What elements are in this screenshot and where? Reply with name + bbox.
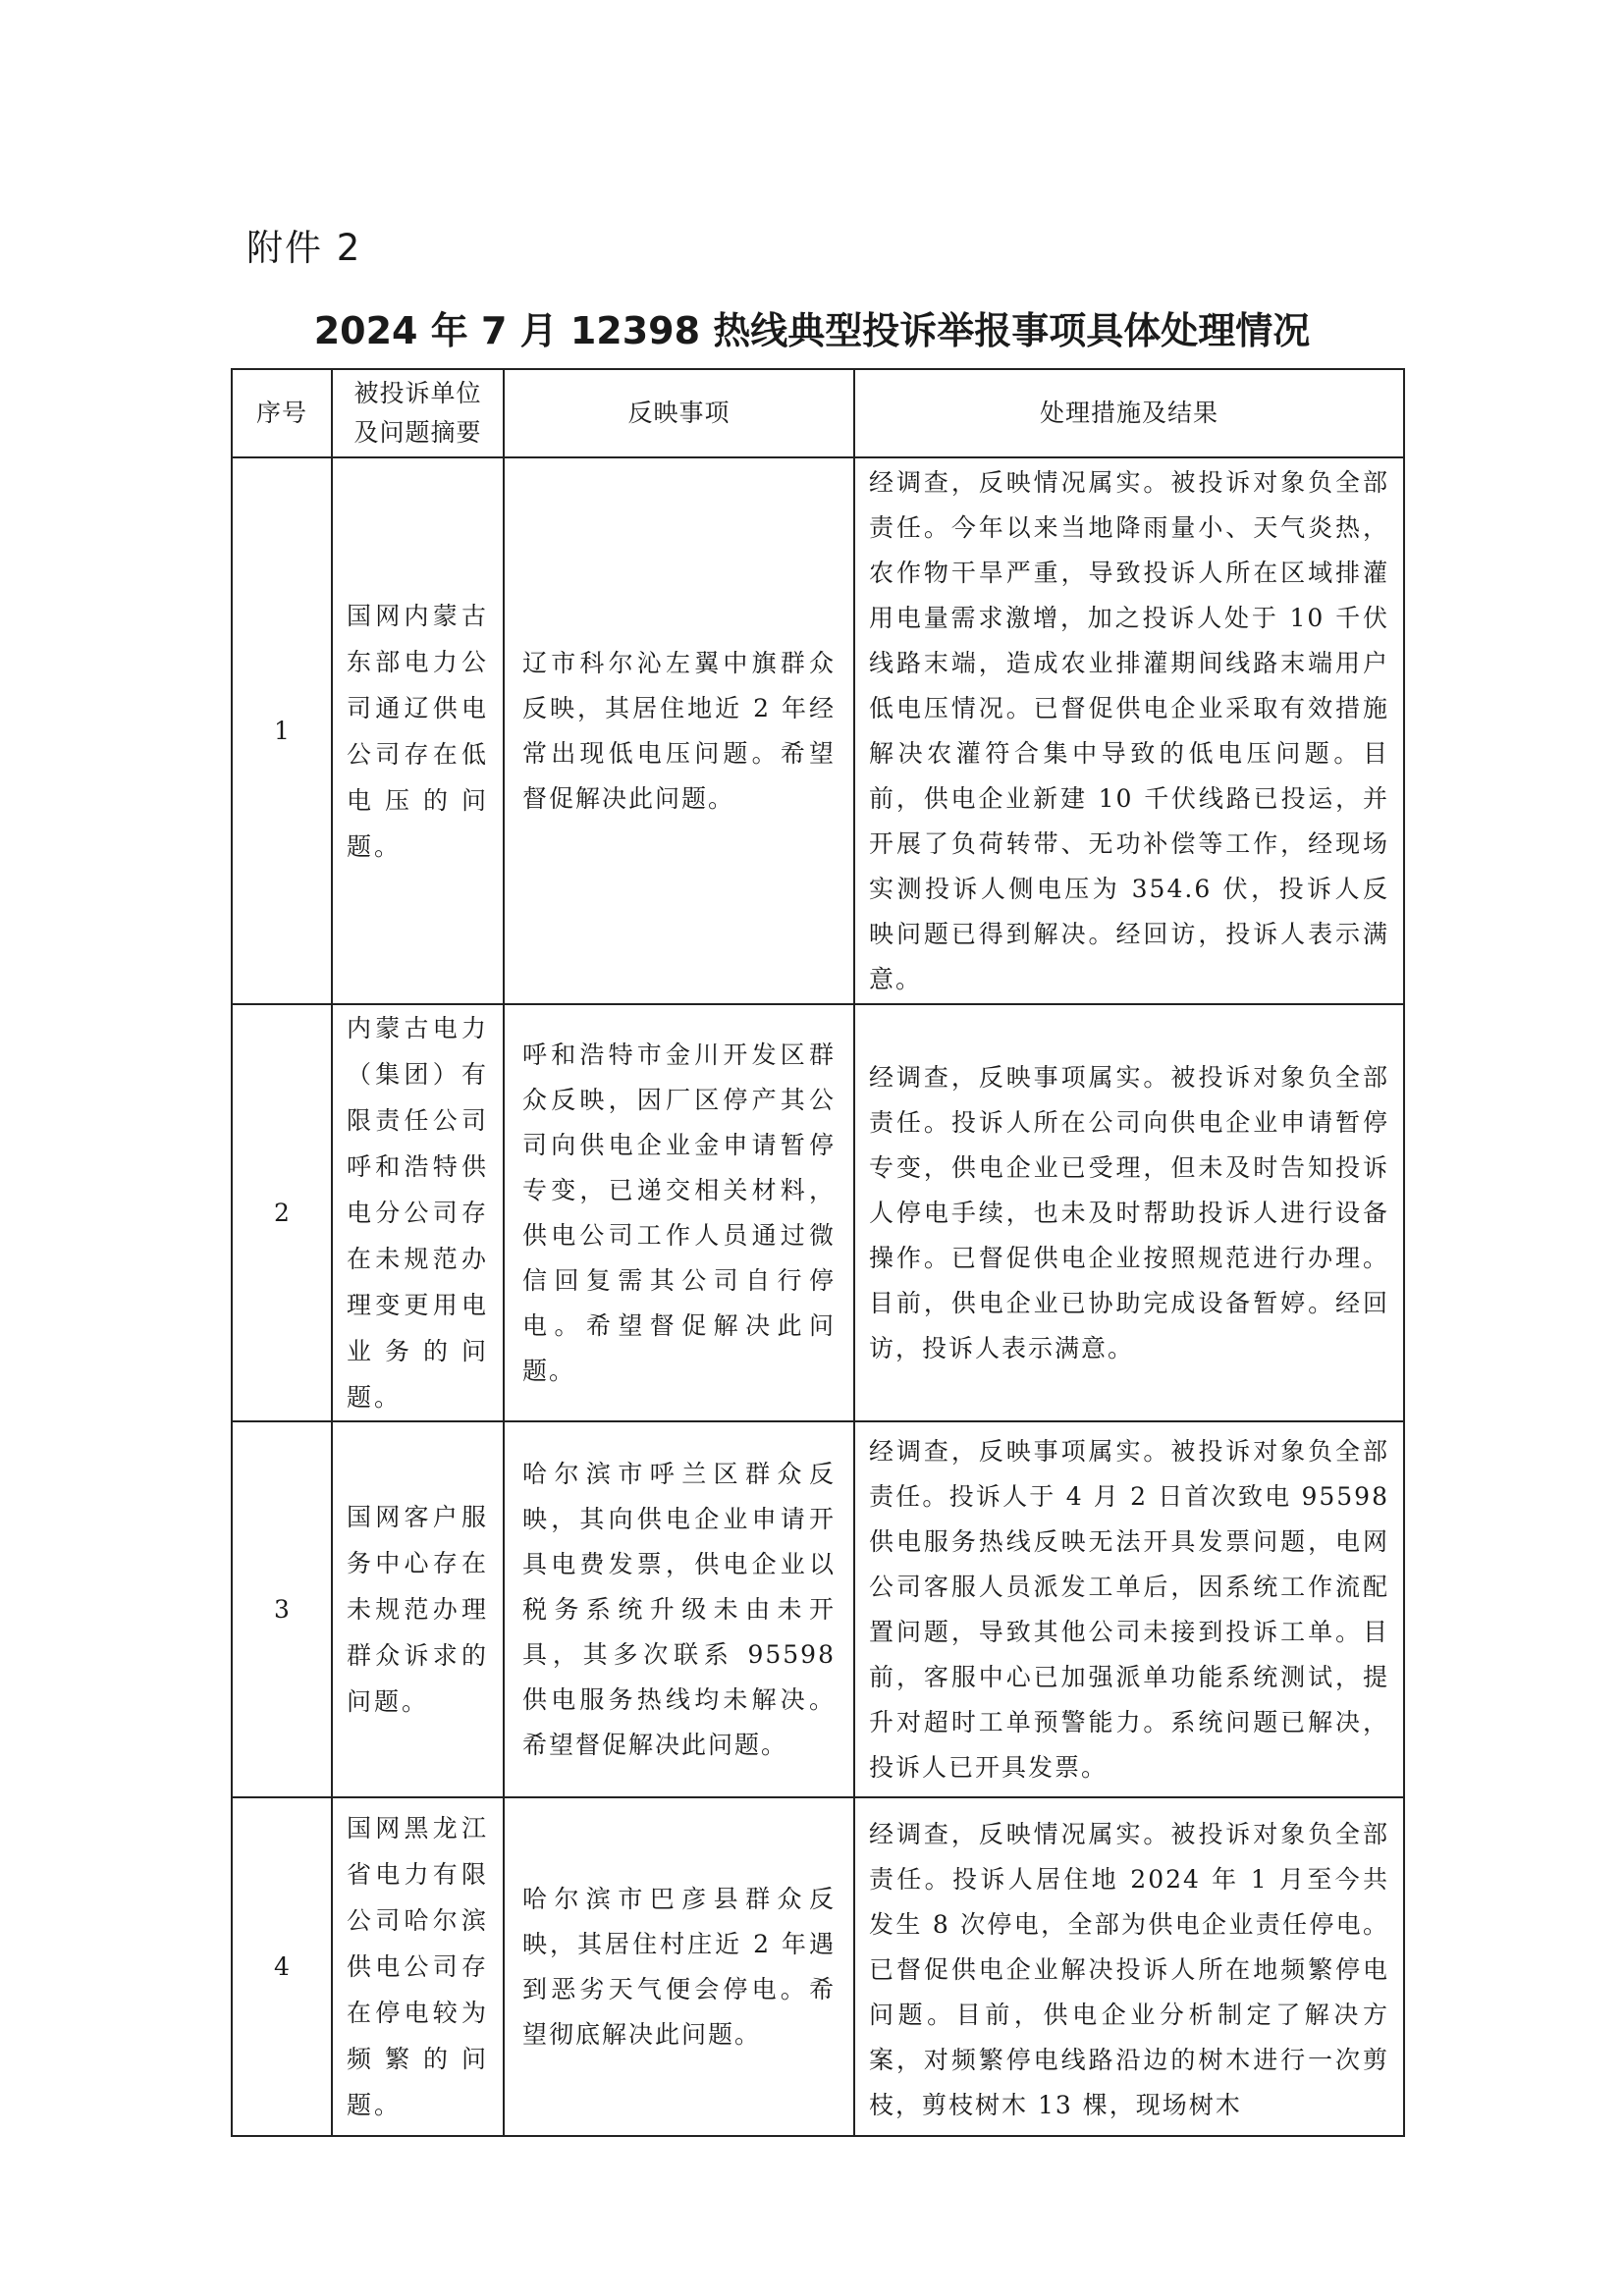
header-issue: 反映事项: [504, 369, 854, 457]
table-row: [232, 457, 1404, 1004]
header-no: 序号: [232, 369, 332, 457]
table-row: [232, 1004, 1404, 1421]
reported-issue: 呼和浩特市金川开发区群众反映，因厂区停产其公司向供电企业金申请暂停专变，已递交相关材料，供电公司工作人员通过微信回复需其公司自行停电。希望督促解决此问题。: [504, 1004, 854, 1421]
reported-issue: 哈尔滨市巴彦县群众反映，其居住村庄近 2 年遇到恶劣天气便会停电。希望彻底解决此问题。: [504, 1797, 854, 2136]
handling-result: 经调查，反映事项属实。被投诉对象负全部责任。投诉人于 4 月 2 日首次致电 95598 供电服务热线反映无法开具发票问题，电网公司客服人员派发工单后，因系统工作流配置问题，导致其他公司未接到投诉工单。目前，客服中心已加强派单功能系统测试，提升对超时工单预警能力。系统问题已解决，投诉人已开具发票。: [854, 1421, 1404, 1797]
header-result: 处理措施及结果: [854, 369, 1404, 457]
attachment-label: 附件 2: [246, 227, 362, 269]
reported-issue: 哈尔滨市呼兰区群众反映，其向供电企业申请开具电费发票，供电企业以税务系统升级未由未开具，其多次联系 95598 供电服务热线均未解决。希望督促解决此问题。: [504, 1421, 854, 1797]
reported-issue: 辽市科尔沁左翼中旗群众反映，其居住地近 2 年经常出现低电压问题。希望督促解决此问题。: [504, 457, 854, 1004]
table-header-row: [232, 369, 1404, 457]
table-row: [232, 1797, 1404, 2136]
row-number: 1: [232, 457, 332, 1004]
complained-unit: 内蒙古电力（集团）有限责任公司呼和浩特供电分公司存在未规范办理变更用电业务的问题。: [332, 1004, 504, 1421]
document-title: 2024 年 7 月 12398 热线典型投诉举报事项具体处理情况: [313, 309, 1311, 352]
header-unit: 被投诉单位及问题摘要: [332, 369, 504, 457]
complained-unit: 国网内蒙古东部电力公司通辽供电公司存在低电压的问题。: [332, 457, 504, 1004]
handling-result: 经调查，反映事项属实。被投诉对象负全部责任。投诉人所在公司向供电企业申请暂停专变，供电企业已受理，但未及时告知投诉人停电手续，也未及时帮助投诉人进行设备操作。已督促供电企业按照规范进行办理。目前，供电企业已协助完成设备暂婷。经回访，投诉人表示满意。: [854, 1004, 1404, 1421]
table-row: [232, 1421, 1404, 1797]
row-number: 4: [232, 1797, 332, 2136]
row-number: 2: [232, 1004, 332, 1421]
complained-unit: 国网黑龙江省电力有限公司哈尔滨供电公司存在停电较为频繁的问题。: [332, 1797, 504, 2136]
complained-unit: 国网客户服务中心存在未规范办理群众诉求的问题。: [332, 1421, 504, 1797]
row-number: 3: [232, 1421, 332, 1797]
handling-result: 经调查，反映情况属实。被投诉对象负全部责任。今年以来当地降雨量小、天气炎热，农作物干旱严重，导致投诉人所在区域排灌用电量需求激增，加之投诉人处于 10 千伏线路末端，造成农业排灌期间线路末端用户低电压情况。已督促供电企业采取有效措施解决农灌符合集中导致的低电压问题。目前，供电企业新建 10 千伏线路已投运，并开展了负荷转带、无功补偿等工作，经现场实测投诉人侧电压为 354.6 伏，投诉人反映问题已得到解决。经回访，投诉人表示满意。: [854, 457, 1404, 1004]
complaint-table: [231, 368, 1405, 2137]
handling-result: 经调查，反映情况属实。被投诉对象负全部责任。投诉人居住地 2024 年 1 月至今共发生 8 次停电，全部为供电企业责任停电。已督促供电企业解决投诉人所在地频繁停电问题。目前，供电企业分析制定了解决方案，对频繁停电线路沿边的树木进行一次剪枝，剪枝树木 13 棵，现场树木: [854, 1797, 1404, 2136]
